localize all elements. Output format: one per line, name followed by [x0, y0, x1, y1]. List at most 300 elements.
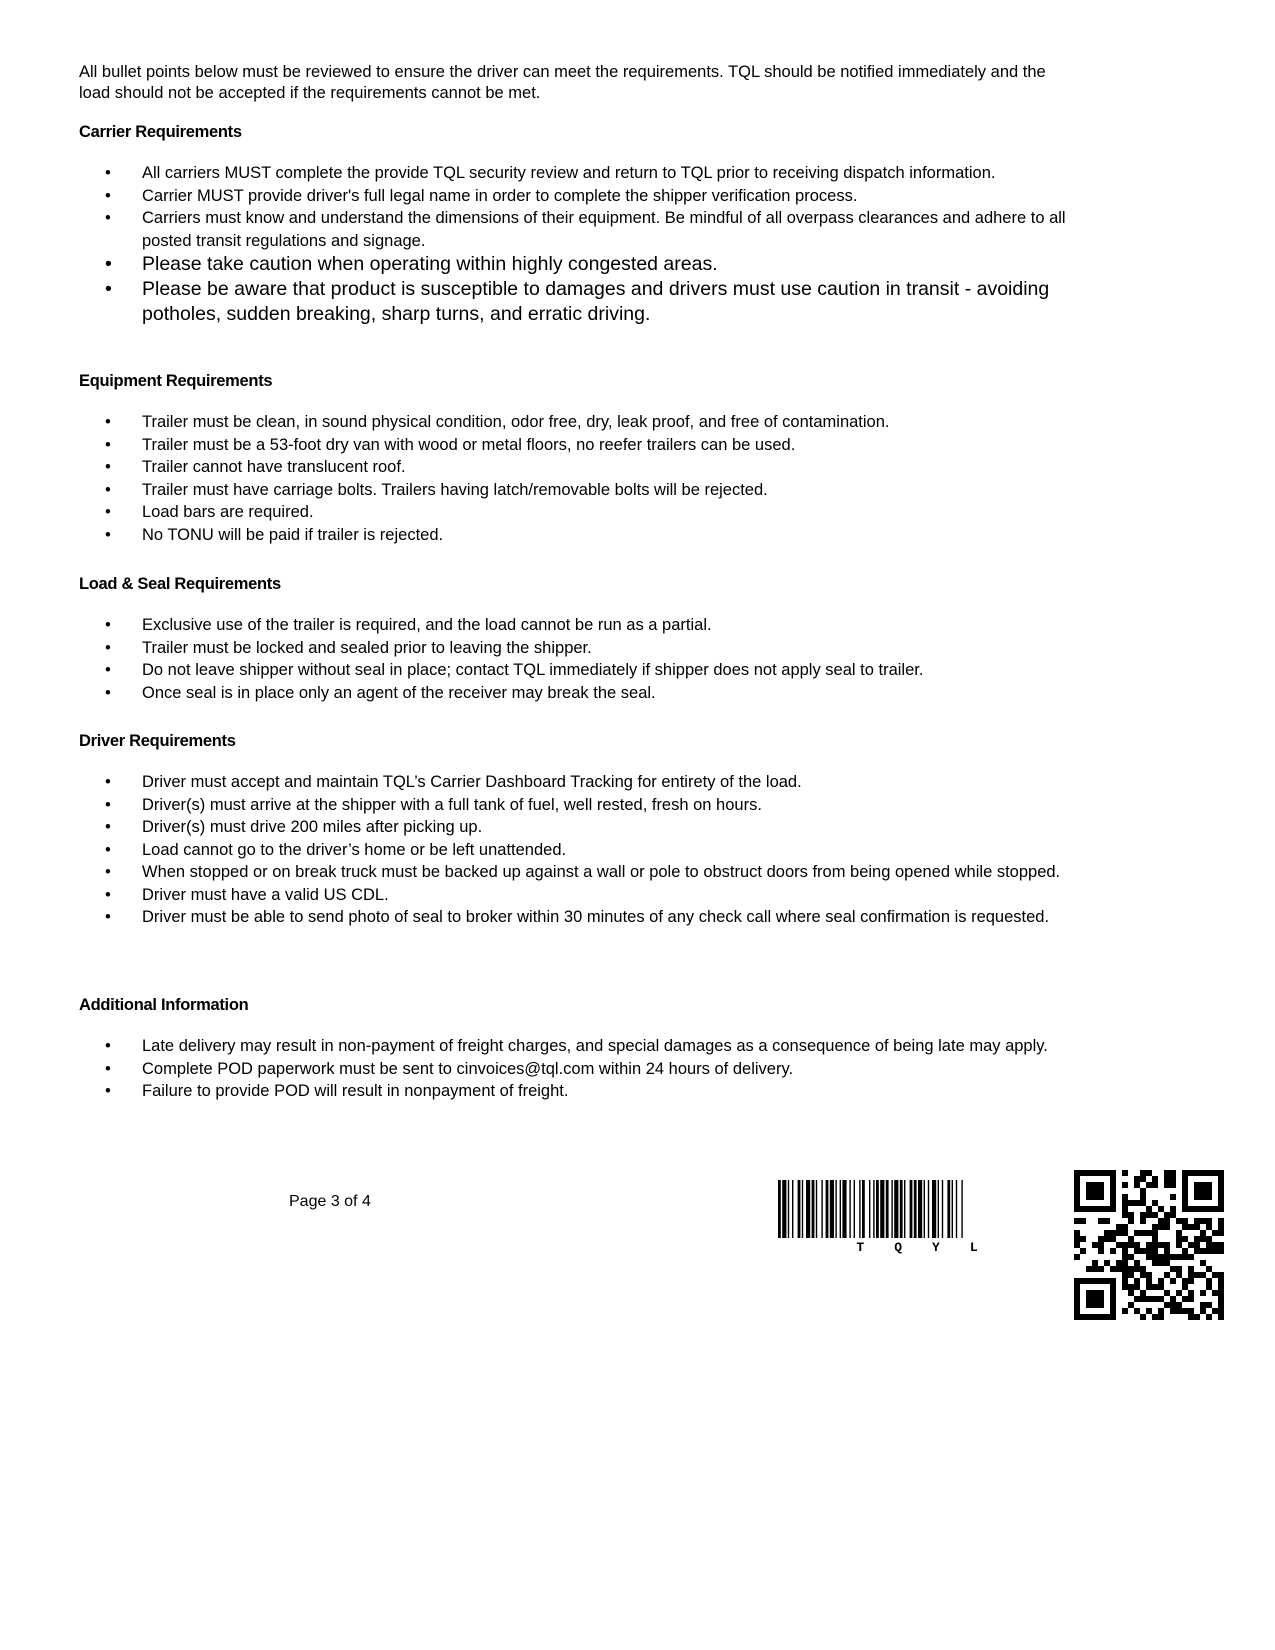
list-item-text: Once seal is in place only an agent of the receiver may break the seal. — [142, 683, 656, 702]
qr-module — [1218, 1272, 1224, 1278]
list-item-text: Driver must accept and maintain TQL’s Carrier Dashboard Tracking for entirety of the load. — [142, 773, 802, 791]
barcode-bar — [812, 1180, 815, 1238]
qr-module — [1146, 1278, 1152, 1284]
qr-module — [1134, 1266, 1140, 1272]
qr-module — [1206, 1284, 1212, 1290]
list-item — [79, 501, 1119, 524]
qr-module — [1146, 1272, 1152, 1278]
barcode-bar — [918, 1180, 922, 1238]
qr-module — [1122, 1272, 1128, 1278]
qr-module — [1140, 1314, 1146, 1320]
bullet-list — [79, 162, 1119, 327]
qr-module — [1194, 1272, 1200, 1278]
qr-module — [1128, 1254, 1134, 1260]
qr-module — [1170, 1182, 1176, 1188]
qr-module — [1218, 1314, 1224, 1320]
qr-module — [1080, 1248, 1086, 1254]
qr-module — [1122, 1248, 1128, 1254]
qr-module — [1098, 1248, 1104, 1254]
barcode-bar — [880, 1180, 884, 1238]
qr-module — [1158, 1206, 1164, 1212]
qr-module — [1158, 1254, 1164, 1260]
qr-module — [1176, 1230, 1182, 1236]
list-item — [79, 207, 1119, 252]
bullet-mark: • — [105, 458, 111, 476]
qr-module — [1146, 1170, 1152, 1176]
barcode-bar — [876, 1180, 879, 1238]
list-item-text: Carriers must know and understand the dimensions of their equipment. Be mindful of all overpass clearances and adhere to all posted transit regulations and signage. — [142, 209, 1066, 250]
bullet-mark: • — [105, 885, 111, 904]
qr-module — [1092, 1242, 1098, 1248]
qr-module — [1110, 1230, 1116, 1236]
qr-module — [1074, 1236, 1080, 1242]
qr-module — [1122, 1242, 1128, 1248]
qr-module — [1176, 1308, 1182, 1314]
qr-module — [1092, 1260, 1098, 1266]
qr-module — [1206, 1278, 1212, 1284]
bullet-mark: • — [105, 278, 112, 300]
qr-module — [1206, 1224, 1212, 1230]
list-item — [79, 637, 1119, 660]
qr-module — [1086, 1266, 1092, 1272]
qr-module — [1170, 1170, 1176, 1176]
list-item-text: No TONU will be paid if trailer is rejected. — [142, 525, 444, 544]
qr-module — [1212, 1230, 1218, 1236]
list-item-text: Complete POD paperwork must be sent to cinvoices@tql.com within 24 hours of delivery. — [142, 1059, 794, 1078]
qr-module — [1086, 1290, 1104, 1308]
qr-module — [1116, 1260, 1122, 1266]
qr-module — [1164, 1176, 1170, 1182]
qr-module — [1110, 1266, 1116, 1272]
qr-module — [1200, 1248, 1206, 1254]
qr-module — [1110, 1248, 1116, 1254]
qr-module — [1182, 1218, 1188, 1224]
qr-module — [1182, 1308, 1188, 1314]
qr-module — [1218, 1242, 1224, 1248]
barcode-bar — [840, 1180, 841, 1238]
list-item — [79, 771, 1119, 794]
barcode-bar — [961, 1180, 962, 1238]
barcode-bar — [821, 1180, 822, 1238]
bullet-list — [79, 411, 1119, 546]
section-heading: Additional Information — [79, 996, 249, 1014]
qr-module — [1206, 1314, 1212, 1320]
list-item — [79, 1035, 1119, 1058]
qr-module — [1194, 1218, 1200, 1224]
barcode-bar — [802, 1180, 803, 1238]
list-item-text: Load cannot go to the driver’s home or be left unattended. — [142, 840, 567, 859]
qr-module — [1164, 1272, 1170, 1278]
qr-module — [1182, 1236, 1188, 1242]
qr-module — [1152, 1260, 1158, 1266]
page-number: Page 3 of 4 — [289, 1193, 371, 1210]
qr-module — [1134, 1182, 1140, 1188]
qr-module — [1212, 1290, 1218, 1296]
qr-module — [1128, 1236, 1134, 1242]
qr-module — [1158, 1284, 1164, 1290]
qr-module — [1206, 1302, 1212, 1308]
list-item-text: Do not leave shipper without seal in place; contact TQL immediately if shipper does not apply seal to trailer. — [142, 661, 924, 679]
list-item — [79, 906, 1119, 929]
list-item — [79, 185, 1119, 208]
qr-module — [1134, 1176, 1140, 1182]
qr-module — [1128, 1242, 1134, 1248]
qr-module — [1182, 1296, 1188, 1302]
qr-module — [1122, 1260, 1128, 1266]
qr-module — [1134, 1284, 1140, 1290]
list-item-text: Trailer must be locked and sealed prior to leaving the shipper. — [142, 638, 592, 657]
barcode-char: L — [969, 1240, 978, 1255]
barcode-bar — [886, 1180, 889, 1238]
bullet-mark: • — [105, 616, 111, 634]
qr-module — [1200, 1272, 1206, 1278]
qr-module — [1146, 1248, 1152, 1254]
qr-module — [1194, 1236, 1200, 1242]
qr-module — [1122, 1254, 1128, 1260]
qr-module — [1194, 1314, 1200, 1320]
list-item-text: When stopped or on break truck must be backed up against a wall or pole to obstruct doors from being opened while stopped. — [142, 863, 1061, 881]
qr-module — [1128, 1212, 1134, 1218]
bullet-mark: • — [105, 661, 111, 679]
qr-module — [1122, 1170, 1128, 1176]
qr-module — [1164, 1170, 1170, 1176]
qr-module — [1170, 1266, 1176, 1272]
qr-module — [1140, 1188, 1146, 1194]
qr-module — [1164, 1260, 1170, 1266]
qr-module — [1212, 1248, 1218, 1254]
barcode-bar — [806, 1180, 810, 1238]
qr-module — [1164, 1254, 1170, 1260]
qr-module — [1152, 1212, 1158, 1218]
barcode-bar — [859, 1180, 860, 1238]
qr-module — [1146, 1230, 1152, 1236]
qr-module — [1164, 1218, 1170, 1224]
qr-module — [1098, 1266, 1104, 1272]
list-item-text: Driver(s) must arrive at the shipper with a full tank of fuel, well rested, fresh on hours. — [142, 795, 762, 814]
qr-module — [1188, 1290, 1194, 1296]
qr-module — [1146, 1182, 1152, 1188]
qr-module — [1158, 1260, 1164, 1266]
list-item — [79, 839, 1119, 862]
qr-module — [1104, 1218, 1110, 1224]
bullet-mark: • — [105, 164, 111, 182]
qr-module — [1152, 1284, 1158, 1290]
list-item — [79, 682, 1119, 705]
qr-module — [1200, 1236, 1206, 1242]
qr-module — [1218, 1248, 1224, 1254]
qr-module — [1152, 1248, 1158, 1254]
qr-module — [1176, 1218, 1182, 1224]
qr-module — [1170, 1176, 1176, 1182]
section-equipment-requirements — [79, 371, 1119, 546]
barcode-bar — [938, 1180, 939, 1238]
qr-module — [1122, 1224, 1128, 1230]
qr-module — [1092, 1266, 1098, 1272]
qr-module — [1122, 1308, 1128, 1314]
qr-module — [1164, 1242, 1170, 1248]
qr-module — [1128, 1302, 1134, 1308]
bullet-mark: • — [105, 435, 111, 454]
barcode-bar — [798, 1180, 801, 1238]
barcode-bar — [869, 1180, 870, 1238]
qr-module — [1098, 1242, 1104, 1248]
qr-module — [1218, 1284, 1224, 1290]
barcode-bar — [928, 1180, 929, 1238]
qr-module — [1140, 1290, 1146, 1296]
qr-module — [1134, 1296, 1140, 1302]
qr-module — [1158, 1242, 1164, 1248]
qr-module — [1164, 1224, 1170, 1230]
qr-module — [1200, 1290, 1206, 1296]
barcode-bar — [894, 1180, 898, 1238]
qr-module — [1128, 1200, 1134, 1206]
barcode-bar — [854, 1180, 855, 1238]
qr-module — [1188, 1314, 1194, 1320]
bullet-list — [79, 1035, 1119, 1103]
qr-module — [1212, 1272, 1218, 1278]
barcode-bar — [816, 1180, 817, 1238]
qr-module — [1170, 1206, 1176, 1212]
barcode-bar — [924, 1180, 925, 1238]
list-item-text: Driver(s) must drive 200 miles after picking up. — [142, 818, 483, 836]
bullet-mark: • — [105, 253, 112, 275]
qr-module — [1188, 1266, 1194, 1272]
qr-module — [1158, 1224, 1164, 1230]
qr-module — [1080, 1218, 1086, 1224]
qr-module — [1134, 1200, 1140, 1206]
qr-module — [1158, 1308, 1164, 1314]
bullet-mark: • — [105, 1037, 111, 1055]
qr-module — [1152, 1242, 1158, 1248]
barcode-bar — [932, 1180, 936, 1238]
section-load-seal-requirements — [79, 574, 1119, 704]
qr-module — [1176, 1302, 1182, 1308]
bullet-list — [79, 614, 1119, 704]
list-item-text: All carriers MUST complete the provide TQL security review and return to TQL prior to receiving dispatch information. — [142, 164, 996, 182]
qr-module — [1164, 1290, 1170, 1296]
intro-paragraph: All bullet points below must be reviewed to ensure the driver can meet the requirements. TQL should be notified immediately and the load should not be accepted if the requirements cannot be met. — [79, 63, 1046, 102]
qr-module — [1134, 1230, 1140, 1236]
qr-module — [1170, 1308, 1176, 1314]
qr-module — [1134, 1260, 1140, 1266]
qr-module — [1182, 1284, 1188, 1290]
qr-module — [1104, 1236, 1110, 1242]
bullet-mark: • — [105, 683, 111, 702]
section-driver-requirements — [79, 731, 1119, 929]
qr-module — [1110, 1236, 1116, 1242]
section-heading: Driver Requirements — [79, 732, 236, 750]
list-item — [79, 614, 1119, 637]
barcode-bar — [826, 1180, 829, 1238]
qr-module — [1146, 1284, 1152, 1290]
bullet-mark: • — [105, 1082, 111, 1100]
qr-module — [1152, 1296, 1158, 1302]
qr-module — [1218, 1278, 1224, 1284]
barcode-char: T — [856, 1240, 865, 1255]
qr-module — [1116, 1224, 1122, 1230]
qr-module — [1134, 1278, 1140, 1284]
barcode-bar — [910, 1180, 913, 1238]
qr-module — [1218, 1296, 1224, 1302]
barcode-bar — [873, 1180, 874, 1238]
section-heading: Carrier Requirements — [79, 123, 242, 141]
qr-module — [1158, 1218, 1164, 1224]
qr-module — [1140, 1194, 1146, 1200]
qr-module — [1152, 1200, 1158, 1206]
qr-module — [1200, 1218, 1206, 1224]
qr-module — [1146, 1308, 1152, 1314]
qr-module — [1152, 1236, 1158, 1242]
qr-module — [1188, 1254, 1194, 1260]
qr-module — [1206, 1248, 1212, 1254]
list-item-text: Exclusive use of the trailer is required, and the load cannot be run as a partial. — [142, 616, 712, 634]
list-item-text: Driver must be able to send photo of seal to broker within 30 minutes of any check call where seal confirmation is requested. — [142, 908, 1050, 926]
qr-module — [1074, 1242, 1080, 1248]
list-item — [79, 434, 1119, 457]
list-item — [79, 794, 1119, 817]
list-item-text: Late delivery may result in non-payment of freight charges, and special damages as a consequence of being late may apply. — [142, 1037, 1048, 1055]
qr-module — [1146, 1254, 1152, 1260]
qr-module — [1128, 1284, 1134, 1290]
list-item-text: Trailer must be a 53-foot dry van with wood or metal floors, no reefer trailers can be used. — [142, 435, 796, 454]
qr-module — [1134, 1248, 1140, 1254]
list-item — [79, 884, 1119, 907]
barcode — [774, 1180, 1060, 1260]
qr-module — [1140, 1296, 1146, 1302]
list-item — [79, 524, 1119, 547]
bullet-mark: • — [105, 795, 111, 814]
qr-module — [1122, 1212, 1128, 1218]
qr-module — [1182, 1254, 1188, 1260]
qr-module — [1194, 1248, 1200, 1254]
qr-module — [1146, 1212, 1152, 1218]
qr-module — [1170, 1296, 1176, 1302]
qr-module — [1122, 1284, 1128, 1290]
list-item — [79, 252, 1119, 277]
list-item-text: Driver must have a valid US CDL. — [142, 885, 389, 904]
qr-module — [1170, 1212, 1176, 1218]
qr-module — [1218, 1302, 1224, 1308]
barcode-bar — [891, 1180, 892, 1238]
bullet-mark: • — [105, 1059, 111, 1078]
qr-module — [1104, 1260, 1110, 1266]
qr-module — [1182, 1224, 1188, 1230]
bullet-list — [79, 771, 1119, 929]
qr-module — [1164, 1248, 1170, 1254]
qr-module — [1170, 1194, 1176, 1200]
barcode-bar — [788, 1180, 789, 1238]
list-item — [79, 1080, 1119, 1103]
qr-module — [1146, 1296, 1152, 1302]
qr-module — [1218, 1230, 1224, 1236]
barcode-bar — [830, 1180, 834, 1238]
qr-module — [1098, 1236, 1104, 1242]
qr-module — [1218, 1218, 1224, 1224]
section-heading: Equipment Requirements — [79, 372, 273, 390]
list-item — [79, 479, 1119, 502]
barcode-bar — [792, 1180, 793, 1238]
barcode-bar — [914, 1180, 917, 1238]
qr-module — [1152, 1230, 1158, 1236]
qr-module — [1098, 1218, 1104, 1224]
barcode-caption — [774, 1240, 1060, 1255]
qr-module — [1212, 1308, 1218, 1314]
qr-module — [1200, 1302, 1206, 1308]
list-item — [79, 861, 1119, 884]
qr-module — [1116, 1266, 1122, 1272]
qr-module — [1140, 1200, 1146, 1206]
barcode-bar — [904, 1180, 905, 1238]
qr-module — [1206, 1266, 1212, 1272]
qr-module — [1206, 1236, 1212, 1242]
list-item-text: Trailer must be clean, in sound physical condition, odor free, dry, leak proof, and free of contamination. — [142, 413, 890, 431]
qr-module — [1122, 1230, 1128, 1236]
barcode-bar — [900, 1180, 903, 1238]
barcode-bar — [842, 1180, 846, 1238]
qr-module — [1074, 1218, 1080, 1224]
qr-module — [1134, 1242, 1140, 1248]
bullet-mark: • — [105, 638, 111, 657]
bullet-mark: • — [105, 525, 111, 544]
qr-module — [1176, 1236, 1182, 1242]
bullet-mark: • — [105, 413, 111, 431]
list-item — [79, 456, 1119, 479]
bullet-mark: • — [105, 503, 111, 521]
qr-module — [1164, 1212, 1170, 1218]
qr-module — [1122, 1266, 1128, 1272]
qr-module — [1188, 1278, 1194, 1284]
section-carrier-requirements — [79, 122, 1119, 327]
qr-module — [1128, 1218, 1134, 1224]
list-item-text: Trailer cannot have translucent roof. — [142, 458, 406, 476]
qr-module — [1128, 1290, 1134, 1296]
bullet-mark: • — [105, 480, 111, 499]
barcode-bar — [947, 1180, 950, 1238]
qr-module — [1206, 1218, 1212, 1224]
qr-module — [1128, 1272, 1134, 1278]
qr-module — [1140, 1170, 1146, 1176]
qr-module — [1218, 1290, 1224, 1296]
list-item-text: Please take caution when operating within highly congested areas. — [142, 253, 718, 275]
list-item — [79, 411, 1119, 434]
section-heading: Load & Seal Requirements — [79, 575, 281, 593]
qr-module — [1104, 1230, 1110, 1236]
list-item-text: Load bars are required. — [142, 503, 314, 521]
qr-module — [1188, 1272, 1194, 1278]
list-item — [79, 1058, 1119, 1081]
section-additional-information — [79, 995, 1119, 1103]
qr-module — [1194, 1182, 1212, 1200]
barcode-bar — [835, 1180, 836, 1238]
barcode-bar — [778, 1180, 781, 1238]
qr-module — [1122, 1206, 1128, 1212]
barcode-char: Q — [894, 1240, 902, 1255]
qr-module — [1146, 1242, 1152, 1248]
qr-module — [1140, 1230, 1146, 1236]
barcode-bar — [956, 1180, 957, 1238]
list-item — [79, 816, 1119, 839]
qr-module — [1140, 1272, 1146, 1278]
barcode-bar — [862, 1180, 865, 1238]
qr-module — [1152, 1182, 1158, 1188]
qr-module — [1140, 1212, 1146, 1218]
qr-module — [1074, 1254, 1080, 1260]
qr-module — [1200, 1260, 1206, 1266]
qr-module — [1170, 1302, 1176, 1308]
qr-module — [1146, 1206, 1152, 1212]
bullet-mark: • — [105, 209, 111, 227]
qr-module — [1218, 1224, 1224, 1230]
